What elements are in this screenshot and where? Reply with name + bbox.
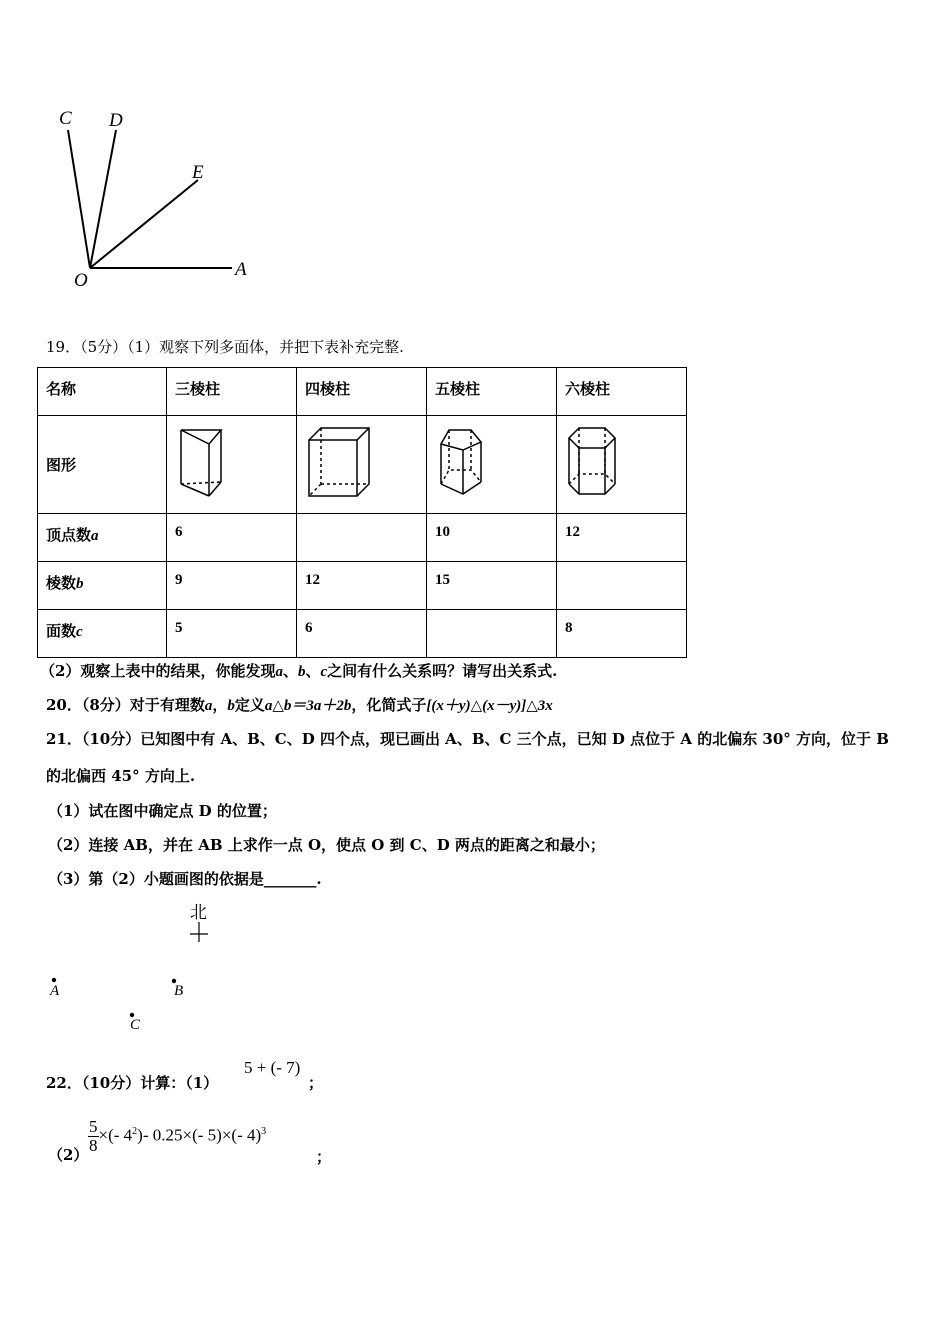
- q20-number: 20．: [46, 696, 82, 714]
- fraction: $\frac{5}{8}$: [89, 1117, 98, 1155]
- q22-number: 22．: [46, 1074, 82, 1092]
- table-cell: 15: [427, 562, 557, 610]
- row-label: 面数c: [38, 610, 167, 658]
- label-point-b: B: [174, 983, 184, 999]
- label-d: D: [109, 110, 123, 131]
- table-row-faces: [38, 610, 687, 658]
- ray-oe: [90, 180, 198, 268]
- row-label: 棱数b: [38, 562, 167, 610]
- header-name: 名称: [38, 368, 167, 416]
- figure-cell: [167, 416, 297, 514]
- table-cell: 9: [167, 562, 297, 610]
- north-label: 北: [190, 903, 207, 923]
- hexagonal-prism-icon: [557, 422, 686, 502]
- header-triangular: 三棱柱: [167, 368, 297, 416]
- q22-expr2: $\frac{5}{8}$ ×(- $4^2)-$ 0.25×(- 5)×(- 4)$^3$: [89, 1117, 267, 1155]
- q19-line: [46, 336, 404, 357]
- table-figure-row: [38, 416, 687, 514]
- q21-line2: 的北偏西 45° 方向上.: [46, 767, 196, 785]
- ray-od: [90, 130, 116, 268]
- figure-cell: [557, 416, 687, 514]
- label-c: C: [59, 108, 72, 129]
- label-o: O: [74, 270, 88, 291]
- label-point-c: C: [130, 1017, 141, 1033]
- ray-oc: [68, 130, 90, 268]
- table-cell: 6: [167, 514, 297, 562]
- point-a: [52, 978, 56, 982]
- header-pentagonal: 五棱柱: [427, 368, 557, 416]
- q21-sub1: （1）试在图中确定点 D 的位置；: [48, 802, 277, 820]
- row-label: 顶点数a: [38, 514, 167, 562]
- label-a: A: [235, 259, 247, 280]
- label-e: E: [192, 162, 204, 183]
- q22-expr1: 5 + (- 7): [244, 1058, 301, 1077]
- q20-line: 20．（8分）对于有理数a，b定义a△b＝3a＋2b，化简式子[(x＋y)△(x－y)]△3x: [46, 696, 553, 714]
- table-cell: 5: [167, 610, 297, 658]
- table-cell: [297, 514, 427, 562]
- table-row-edges: [38, 562, 687, 610]
- q22-part2-label: （2）: [48, 1146, 89, 1164]
- header-hexagonal: 六棱柱: [557, 368, 687, 416]
- q21-sub2: （2）连接 AB，并在 AB 上求作一点 O，使点 O 到 C、D 两点的距离之和最小；: [48, 836, 605, 854]
- table-cell: 12: [297, 562, 427, 610]
- q21-sub3: （3）第（2）小题画图的依据是_______.: [48, 870, 322, 888]
- q22-semicolon2: ；: [316, 1148, 332, 1166]
- q21-line1: 21．（10分）已知图中有 A、B、C、D 四个点，现已画出 A、B、C 三个点，已知 D 点位于 A 的北偏东 30° 方向，位于 B: [46, 730, 889, 748]
- table-cell: 12: [557, 514, 687, 562]
- angle-figure: [40, 100, 270, 300]
- cube-icon: [297, 422, 426, 502]
- q22-semicolon1: ；: [308, 1074, 324, 1092]
- q21-number: 21．: [46, 730, 82, 748]
- q19-number: 19．: [46, 338, 81, 356]
- q19-text: （1）观察下列多面体，并把下表补充完整.: [127, 338, 404, 356]
- table-cell: [557, 562, 687, 610]
- triangular-prism-icon: [167, 422, 296, 502]
- pentagonal-prism-icon: [427, 422, 556, 502]
- table-cell: 8: [557, 610, 687, 658]
- label-point-a: A: [50, 983, 60, 999]
- figure-label: 图形: [38, 416, 167, 514]
- compass-figure: [40, 896, 240, 1046]
- table-row-vertices: [38, 514, 687, 562]
- table-cell: 10: [427, 514, 557, 562]
- table-cell: 6: [297, 610, 427, 658]
- figure-cell: [427, 416, 557, 514]
- q19-points: （5分）: [80, 338, 128, 356]
- table-cell: [427, 610, 557, 658]
- q19-part2: （2）观察上表中的结果，你能发现a、b、c之间有什么关系吗？请写出关系式.: [40, 662, 558, 680]
- polyhedra-table: [37, 367, 687, 658]
- q22-line: 22．（10分）计算：（1）: [46, 1074, 219, 1092]
- table-header-row: [38, 368, 687, 416]
- figure-cell: [297, 416, 427, 514]
- header-quadrangular: 四棱柱: [297, 368, 427, 416]
